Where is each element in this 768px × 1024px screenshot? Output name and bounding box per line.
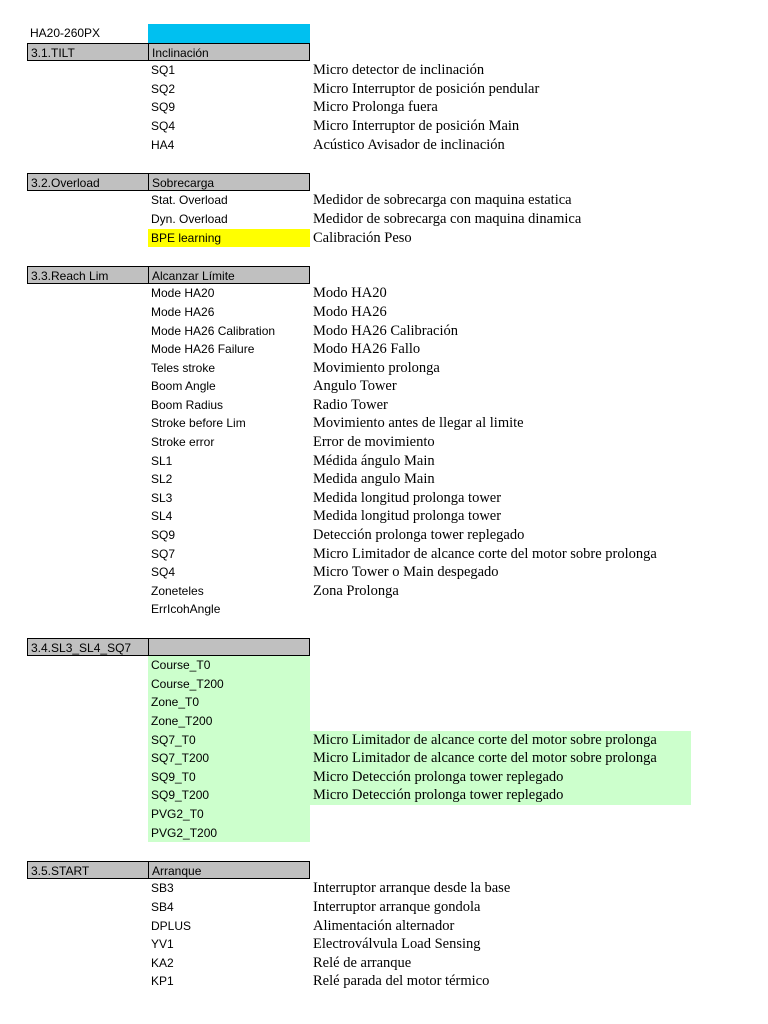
description-cell [310,861,691,880]
section-code-cell [27,582,148,601]
signal-name-cell: SL1 [151,453,173,468]
description-cell: Modo HA26 Fallo [313,341,421,358]
signal-name-cell: SQ2 [151,81,176,96]
section-header-row [27,638,747,657]
table-row [27,507,747,526]
section-code-cell [27,954,148,973]
section-code-cell [27,656,148,675]
table-row [27,954,747,973]
section-title-cell: Alcanzar Límite [148,266,310,285]
section-header-row [27,173,747,192]
signal-name-cell: Teles stroke [151,360,216,375]
signal-name-cell: HA4 [151,137,175,152]
section-code-cell [27,489,148,508]
table-row [27,98,747,117]
table-row [27,805,747,824]
table-row [27,972,747,991]
table-row [27,600,747,619]
blank-row [27,247,747,266]
section-code-cell [27,675,148,694]
table-row [27,582,747,601]
signal-name-cell: Mode HA26 Failure [151,342,255,357]
table-row [27,935,747,954]
table-row [27,693,747,712]
signal-name-cell: Mode HA26 [151,304,215,319]
description-cell: Alimentación alternador [313,917,455,934]
section-code-cell [27,749,148,768]
description-cell: Modo HA26 [313,303,387,320]
section-code-cell [27,229,148,248]
description-cell [310,638,691,657]
signal-name-cell: SQ4 [151,118,176,133]
section-code-cell [27,80,148,99]
title-color-cell [148,24,310,43]
section-header-row [27,861,747,880]
signal-name-cell: SL4 [151,509,173,524]
signal-name-cell: PVG2_T200 [148,824,310,843]
signal-name-cell: Dyn. Overload [151,211,228,226]
blank-row [27,154,747,173]
section-code-cell [27,824,148,843]
signal-name-cell: Course_T0 [148,656,310,675]
section-code-cell [27,61,148,80]
description-cell [310,693,691,712]
table-row [27,712,747,731]
description-cell: Calibración Peso [313,229,412,246]
blank-row [27,619,747,638]
table-row [27,917,747,936]
description-cell: Micro Limitador de alcance corte del motor sobre prolonga [313,545,657,562]
description-cell: Micro Interruptor de posición pendular [313,80,540,97]
signal-name-cell: SQ9 [151,528,176,543]
section-code-cell [27,731,148,750]
section-code-cell [27,693,148,712]
description-cell: Micro Limitador de alcance corte del motor sobre prolonga [310,749,691,768]
signal-name-cell: SQ7_T0 [148,731,310,750]
table-row [27,824,747,843]
description-cell: Micro Interruptor de posición Main [313,117,520,134]
table-row [27,675,747,694]
description-cell [310,712,691,731]
section-code-cell [27,526,148,545]
signal-name-cell: Stroke before Lim [151,416,246,431]
table-row [27,284,747,303]
description-cell: Detección prolonga tower replegado [313,527,525,544]
signal-name-cell: SB3 [151,881,174,896]
description-cell: Micro detector de inclinación [313,62,485,79]
section-code-cell [27,117,148,136]
table-row [27,545,747,564]
table-row [27,526,747,545]
description-cell: Micro Detección prolonga tower replegado [310,768,691,787]
signal-name-cell: PVG2_T0 [148,805,310,824]
section-code-cell [27,935,148,954]
description-cell: Zona Prolonga [313,582,399,599]
section-code-cell [27,917,148,936]
description-cell: Micro Prolonga fuera [313,99,438,116]
section-code-cell [27,396,148,415]
signal-name-cell: Zone_T0 [148,693,310,712]
document-title: HA20-260PX [30,26,101,40]
table-row [27,489,747,508]
section-code-cell: 3.2.Overload [27,173,148,192]
section-code-cell [27,507,148,526]
description-cell: Medidor de sobrecarga con maquina dinamica [313,210,582,227]
section-code-cell [27,414,148,433]
section-code-cell [27,452,148,471]
description-cell: Radio Tower [313,396,388,413]
signal-name-cell: SQ7 [151,546,176,561]
spreadsheet [27,24,747,991]
description-cell: Micro Detección prolonga tower replegado [310,786,691,805]
signal-name-cell: Stroke error [151,435,215,450]
table-row [27,656,747,675]
description-cell: Acústico Avisador de inclinación [313,136,505,153]
description-cell: Medida longitud prolonga tower [313,489,502,506]
signal-name-cell: Mode HA20 [151,286,215,301]
table-row [27,191,747,210]
description-cell: Angulo Tower [313,378,397,395]
description-cell: Modo HA26 Calibración [313,322,458,339]
section-code-cell [27,377,148,396]
description-cell: Medida longitud prolonga tower [313,508,502,525]
table-row [27,117,747,136]
section-code-cell [27,786,148,805]
section-code-cell [27,136,148,155]
signal-name-cell: BPE learning [148,229,310,248]
table-row [27,898,747,917]
description-cell: Movimiento antes de llegar al limite [313,415,524,432]
description-cell: Relé parada del motor térmico [313,973,490,990]
section-code-cell [27,768,148,787]
section-code-cell [27,191,148,210]
signal-name-cell: SQ9_T0 [148,768,310,787]
section-code-cell [27,972,148,991]
signal-name-cell: KA2 [151,955,174,970]
section-code-cell [27,340,148,359]
section-code-cell [27,545,148,564]
table-row [27,879,747,898]
table-row [27,396,747,415]
section-code-cell [27,563,148,582]
description-cell [310,656,691,675]
description-cell [310,43,691,62]
section-code-cell [27,359,148,378]
signal-name-cell: SQ7_T200 [148,749,310,768]
signal-name-cell: DPLUS [151,918,192,933]
section-code-cell [27,210,148,229]
section-code-cell [27,98,148,117]
table-row [27,749,747,768]
table-row [27,136,747,155]
signal-name-cell: SL2 [151,472,173,487]
table-row [27,563,747,582]
section-title-cell: Sobrecarga [148,173,310,192]
section-code-cell [27,600,148,619]
section-code-cell [27,805,148,824]
section-code-cell: 3.1.TILT [27,43,148,62]
signal-name-cell: SQ1 [151,63,176,78]
signal-name-cell: Mode HA26 Calibration [151,323,276,338]
section-code-cell: 3.3.Reach Lim [27,266,148,285]
table-row [27,470,747,489]
signal-name-cell: Boom Radius [151,397,224,412]
signal-name-cell: Zoneteles [151,583,204,598]
signal-name-cell: SQ9_T200 [148,786,310,805]
section-header-row [27,266,747,285]
signal-name-cell: SL3 [151,490,173,505]
section-code-cell: 3.4.SL3_SL4_SQ7 [27,638,148,657]
table-row [27,731,747,750]
section-title-cell: Inclinación [148,43,310,62]
table-row [27,786,747,805]
description-cell [310,173,691,192]
description-cell: Médida ángulo Main [313,452,435,469]
table-row [27,61,747,80]
signal-name-cell: Zone_T200 [148,712,310,731]
section-code-cell: 3.5.START [27,861,148,880]
section-code-cell [27,470,148,489]
table-row [27,768,747,787]
table-row [27,340,747,359]
blank-row [27,842,747,861]
table-row [27,433,747,452]
description-cell [310,805,691,824]
table-row [27,322,747,341]
table-row [27,80,747,99]
signal-name-cell: SB4 [151,899,174,914]
description-cell: Relé de arranque [313,954,412,971]
description-cell [310,675,691,694]
description-cell: Interruptor arranque desde la base [313,880,511,897]
description-cell: Error de movimiento [313,434,435,451]
description-cell [310,600,691,619]
section-code-cell [27,284,148,303]
table-row [27,303,747,322]
description-cell: Movimiento prolonga [313,359,440,376]
description-cell: Interruptor arranque gondola [313,898,481,915]
signal-name-cell: Course_T200 [148,675,310,694]
section-title-cell [148,638,310,657]
section-code-cell [27,433,148,452]
section-code-cell [27,303,148,322]
description-cell: Medida angulo Main [313,471,435,488]
description-cell [310,266,691,285]
signal-name-cell: Boom Angle [151,379,216,394]
signal-name-cell: Stat. Overload [151,193,228,208]
table-row [27,210,747,229]
section-code-cell [27,712,148,731]
table-row [27,359,747,378]
description-cell: Modo HA20 [313,285,387,302]
section-code-cell [27,898,148,917]
description-cell [310,824,691,843]
signal-name-cell: YV1 [151,937,174,952]
title-row [27,24,747,43]
table-row [27,452,747,471]
signal-name-cell: ErrIcohAngle [151,602,221,617]
description-cell: Micro Tower o Main despegado [313,564,499,581]
signal-name-cell: KP1 [151,974,174,989]
signal-name-cell: SQ4 [151,565,176,580]
description-cell: Micro Limitador de alcance corte del motor sobre prolonga [310,731,691,750]
section-header-row [27,43,747,62]
description-cell: Electroválvula Load Sensing [313,936,481,953]
signal-name-cell: SQ9 [151,100,176,115]
table-row [27,414,747,433]
table-row [27,229,747,248]
table-row [27,377,747,396]
section-title-cell: Arranque [148,861,310,880]
rows-container [27,43,747,991]
description-cell: Medidor de sobrecarga con maquina estatica [313,192,572,209]
section-code-cell [27,879,148,898]
section-code-cell [27,322,148,341]
